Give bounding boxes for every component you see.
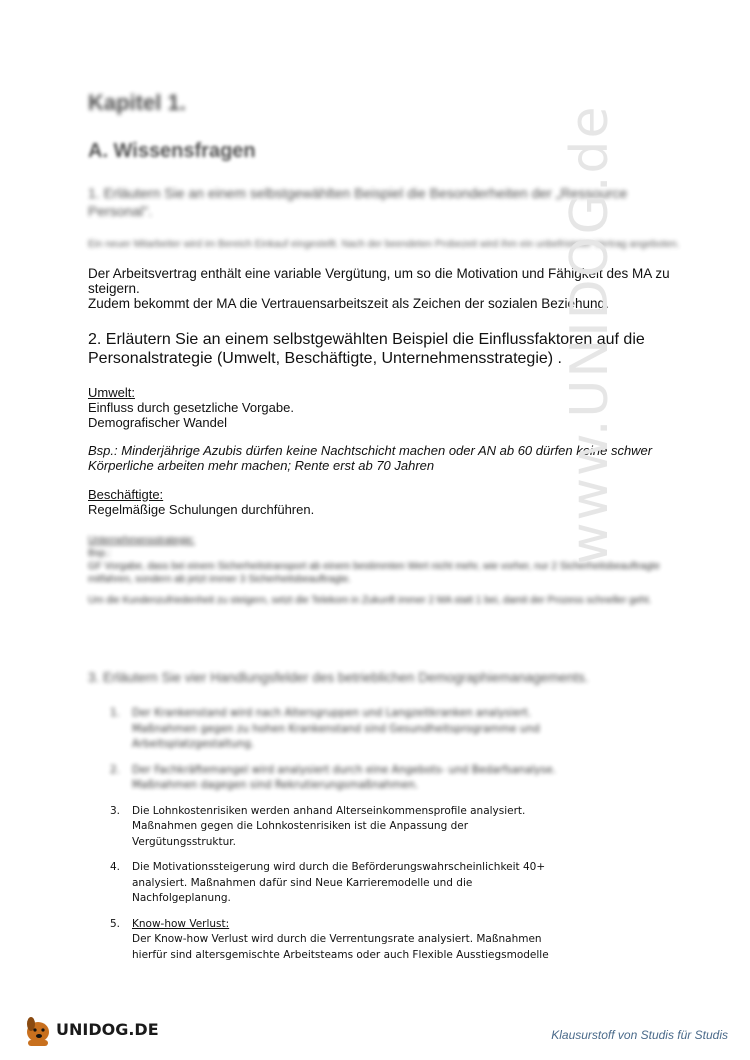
unternehmensstrategie-heading: Unternehmensstrategie: bbox=[88, 535, 195, 546]
umwelt-heading: Umwelt: bbox=[88, 385, 135, 400]
watermark-text: www.UNIDOG.de bbox=[560, 104, 620, 565]
section-title: A. Wissensfragen bbox=[88, 140, 256, 162]
logo-text: UNIDOG.DE bbox=[56, 1020, 159, 1039]
umwelt-line: Einfluss durch gesetzliche Vorgabe. bbox=[88, 400, 294, 415]
beschaeftigte-line: Regelmäßige Schulungen durchführen. bbox=[88, 502, 315, 517]
question-2: 2. Erläutern Sie an einem selbstgewählten Beispiel die Einflussfaktoren auf die Personalstrategie (Umwelt, Beschäftigte, Unternehmensstrategie) . bbox=[88, 331, 645, 367]
question-1-blurred-answer: Ein neuer Mitarbeiter wird im Bereich Einkauf eingestellt. Nach der beendeten Probezeit wird ihm ein unbefristeter Vertrag angeboten. bbox=[88, 239, 680, 250]
list-item: 4. Die Motivationssteigerung wird durch die Beförderungswahrscheinlichkeit 40+ analysiert. Maßnahmen dafür sind Neue Karrieremodelle und die Nachfolgeplanung. bbox=[110, 861, 546, 904]
chapter-title: Kapitel 1. bbox=[88, 90, 186, 115]
list-item: 2. Der Fachkräftemangel wird analysiert durch eine Angebots- und Bedarfsanalyse. Maßnahmen dagegen sind Rekrutierungsmaßnahmen. bbox=[110, 763, 556, 791]
answer-line: Der Arbeitsvertrag enthält eine variable Vergütung, um so die Motivation und Fähigkeit des MA zu steigern. bbox=[88, 266, 670, 296]
unternehmensstrategie-line: GF Vorgabe, dass bei einem Sicherheitstransport ab einem bestimmten Wert nicht mehr, wie vorher, nur 2 Sicherheitsbeauftragte mitfahren, sondern ab jetzt immer 3 Sicherheitsbeauftragte. bbox=[88, 561, 660, 585]
footer-tagline: Klausurstoff von Studis für Studis bbox=[551, 1028, 728, 1042]
list-item-heading: Know-how Verlust: bbox=[132, 917, 230, 930]
question-1: 1. Erläutern Sie an einem selbstgewählten Beispiel die Besonderheiten der „Ressource Personal". bbox=[88, 185, 628, 219]
list-item: 5. Know-how Verlust: Der Know-how Verlust wird durch die Verrentungsrate analysiert. Maßnahmen hierfür sind altersgemischte Arbeitsteams oder auch Flexible Ausstiegsmodelle bbox=[108, 917, 568, 964]
unternehmensstrategie-bsp: Bsp.: bbox=[88, 548, 111, 559]
umwelt-line: Demografischer Wandel bbox=[88, 415, 227, 430]
question-3: 3. Erläutern Sie vier Handlungsfelder des betrieblichen Demographiemanagements. bbox=[88, 670, 589, 685]
beschaeftigte-heading: Beschäftigte: bbox=[88, 487, 164, 502]
list-item: 1. Der Krankenstand wird nach Altersgruppen und Langzeitkranken analysiert. Maßnahmen gegen zu hohen Krankenstand sind Gesundheitsprogramme und Arbeitsplatzgestaltung. bbox=[110, 707, 540, 750]
answer-line: Zudem bekommt der MA die Vertrauensarbeitszeit als Zeichen der sozialen Beziehung. bbox=[88, 296, 609, 311]
unidog-logo bbox=[22, 1014, 159, 1050]
list-item: 3. Die Lohnkostenrisiken werden anhand Alterseinkommensprofile analysiert. Maßnahmen gegen die Lohnkostenrisiken ist die Anpassung der Vergütungsstruktur. bbox=[110, 804, 526, 848]
handlungsfelder-list bbox=[108, 706, 568, 973]
example-text: Bsp.: Minderjährige Azubis dürfen keine Nachtschicht machen oder AN ab 60 dürfen keine schwer Körperliche arbeiten mehr machen; Rente erst ab 70 Jahren bbox=[88, 443, 653, 473]
unternehmensstrategie-line: Um die Kundenzufriedenheit zu steigern, setzt die Telekom in Zukunft immer 2 MA statt 1 bei, damit der Prozess schneller geht. bbox=[88, 595, 652, 606]
